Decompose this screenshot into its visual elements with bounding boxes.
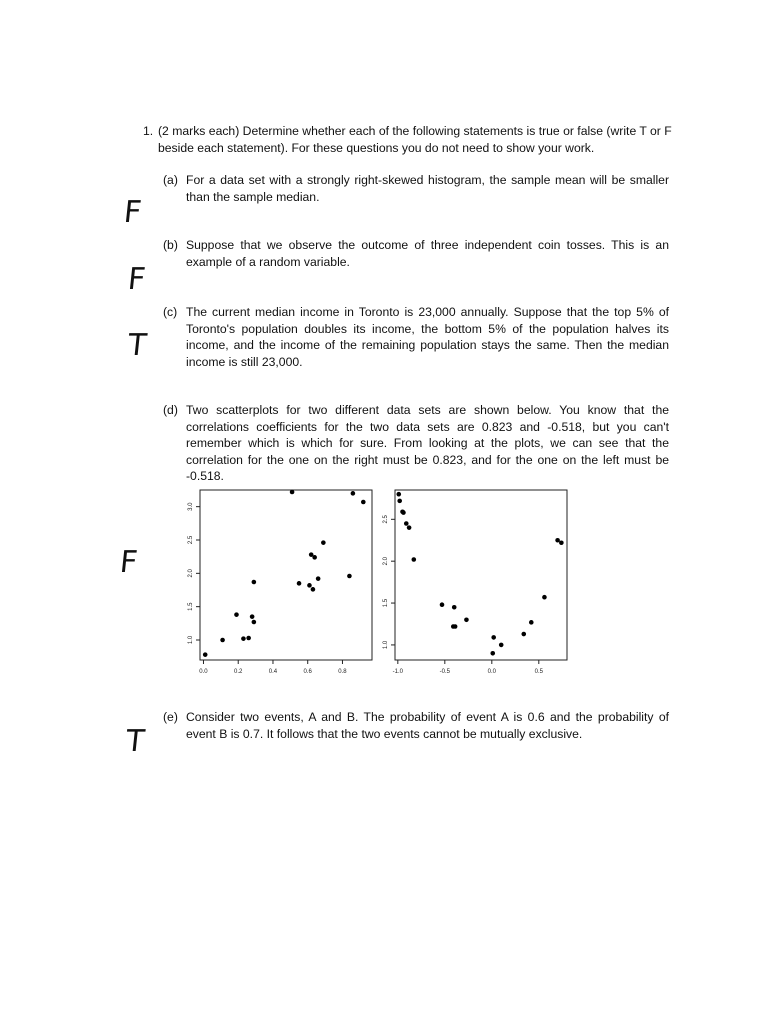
part-a: [163, 172, 669, 205]
x-tick-label: -1.0: [392, 669, 403, 675]
y-tick-label: 2.0: [188, 569, 194, 578]
data-point: [321, 540, 326, 545]
data-point: [407, 525, 412, 530]
data-point: [499, 643, 504, 648]
part-e: [163, 709, 669, 742]
y-tick-label: 1.0: [188, 635, 194, 645]
data-point: [440, 602, 445, 607]
data-point: [250, 614, 255, 619]
data-point: [203, 652, 208, 657]
data-point: [555, 538, 560, 543]
part-text: The current median income in Toronto is 23,000 annually. Suppose that the top 5% of Toronto's population doubles its income, the bottom 5% of the population halves its income, and the income of the remaining population stays the same. Then the median income is still 23,000.: [186, 305, 669, 369]
y-tick-label: 1.5: [188, 602, 194, 611]
x-tick-label: 0.0: [487, 669, 496, 675]
data-point: [404, 521, 409, 526]
answer-d: F: [118, 545, 140, 580]
part-label: (b): [163, 238, 178, 252]
y-tick-label: 3.0: [188, 502, 194, 511]
data-point: [316, 576, 321, 581]
part-text: For a data set with a strongly right-skewed histogram, the sample mean will be smaller than the sample median.: [186, 173, 669, 204]
data-point: [521, 632, 526, 637]
data-point: [234, 612, 239, 617]
y-tick-label: 2.0: [383, 557, 389, 566]
data-point: [559, 540, 564, 545]
data-point: [542, 595, 547, 600]
answer-a: F: [122, 195, 144, 230]
part-label: (d): [163, 403, 178, 417]
data-point: [241, 636, 246, 641]
y-tick-label: 2.5: [383, 515, 389, 524]
data-point: [453, 624, 458, 629]
x-tick-label: 0.8: [338, 669, 347, 675]
part-b: [163, 237, 669, 270]
part-label: (e): [163, 710, 178, 724]
x-tick-label: 0.2: [234, 669, 243, 675]
data-point: [252, 620, 257, 625]
question-number: 1.: [143, 124, 154, 138]
data-point: [491, 635, 496, 640]
answer-b: F: [126, 262, 148, 297]
part-text: Two scatterplots for two different data sets are shown below. You know that the correlations coefficients for the two data sets are 0.823 and -0.518, but you can't remember which is which for sure. From looking at the plots, we can see that the correlation for the one on the right must be 0.823, and for the one on the left must be -0.518.: [186, 403, 669, 483]
data-point: [297, 581, 302, 586]
question-1: [143, 123, 673, 156]
data-point: [396, 492, 401, 497]
plot-frame: [200, 490, 372, 660]
answer-e: T: [124, 724, 147, 759]
part-text: Consider two events, A and B. The probability of event A is 0.6 and the probability of event B is 0.7. It follows that the two events cannot be mutually exclusive.: [186, 710, 669, 741]
data-point: [464, 618, 469, 623]
x-tick-label: -0.5: [439, 669, 450, 675]
y-tick-label: 1.0: [383, 640, 389, 650]
data-point: [246, 636, 251, 641]
data-point: [290, 490, 295, 495]
scatterplot-right: [375, 485, 575, 680]
part-c: [163, 304, 669, 370]
data-point: [361, 500, 366, 505]
data-point: [529, 620, 534, 625]
data-point: [307, 583, 312, 588]
x-tick-label: 0.4: [268, 669, 278, 675]
plot-frame: [395, 490, 567, 660]
scatterplot-left: [180, 485, 380, 680]
data-point: [347, 574, 352, 579]
y-tick-label: 1.5: [383, 598, 389, 608]
data-point: [490, 651, 495, 656]
data-point: [397, 499, 402, 504]
part-label: (a): [163, 173, 178, 187]
data-point: [220, 638, 225, 643]
part-d: [163, 402, 669, 485]
data-point: [351, 491, 356, 496]
data-point: [411, 557, 416, 562]
data-point: [312, 555, 317, 560]
part-text: Suppose that we observe the outcome of three independent coin tosses. This is an example of a random variable.: [186, 238, 669, 269]
data-point: [452, 605, 457, 610]
part-label: (c): [163, 305, 178, 319]
data-point: [252, 580, 257, 585]
y-tick-label: 2.5: [188, 535, 194, 545]
x-tick-label: 0.5: [534, 669, 543, 675]
question-intro: (2 marks each) Determine whether each of the following statements is true or false (write T or F beside each statement). For these questions you do not need to show your work.: [158, 124, 672, 155]
x-tick-label: 0.6: [303, 669, 312, 675]
data-point: [401, 510, 406, 515]
data-point: [311, 587, 316, 592]
x-tick-label: 0.0: [199, 669, 208, 675]
answer-c: T: [126, 328, 149, 363]
